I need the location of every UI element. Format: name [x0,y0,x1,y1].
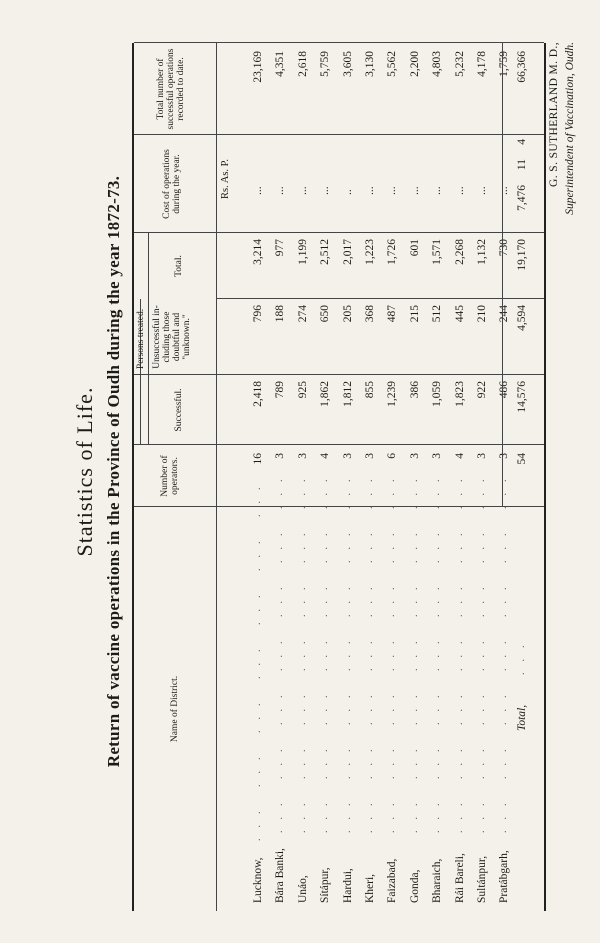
cell-cost: ... [296,186,309,195]
cell-cost: ... [408,186,421,195]
cell-unsuccessful: 188 [274,305,287,323]
cell-operators: 3 [364,453,376,459]
cell-cumulative: 5,562 [386,51,399,77]
totals-label: Total, [516,704,528,731]
cell-cumulative: 23,169 [252,51,264,83]
cell-successful: 1,239 [386,381,399,407]
cell-successful: 486 [498,381,511,399]
cell-operators: 4 [453,453,466,459]
signature-name: G. S. SUTHERLAND M. D., [548,42,560,187]
cell-unsuccessful: 244 [498,305,511,323]
header-cumulative: Total number of successful operations recorded to date. [156,48,186,130]
cell-district: Hardui, [341,868,354,903]
cell-cost: ... [252,186,264,195]
cell-cost: ... [274,186,287,195]
totals-cost-as: 11 [516,159,528,171]
cell-unsuccessful: 487 [386,305,399,323]
cell-cumulative: 2,200 [408,51,421,77]
header-persons-treated: Persons treated. [136,233,149,445]
cell-district: Gonda, [408,869,421,903]
header-cost: Cost of operations during the year. [162,149,182,219]
cell-successful: 789 [274,381,287,399]
cost-units: Rs. As. P. [220,159,231,199]
cell-cost: ... [498,186,511,195]
cell-cumulative: 4,351 [274,51,287,77]
cell-district: Unáo, [296,875,309,903]
cell-total: 977 [274,239,287,257]
cell-cost: ... [453,186,466,195]
cell-unsuccessful: 210 [476,305,488,323]
cell-district: Rái Bareli, [453,853,466,903]
cell-successful: 855 [364,381,376,399]
cell-successful: 386 [408,381,421,399]
totals-cumulative: 66,366 [516,51,528,83]
cell-district: Sítápur, [319,867,332,903]
header-total: Total. [174,255,184,277]
cell-cumulative: 3,605 [341,51,354,77]
cell-district: Lucknow, [252,857,264,903]
cell-cost: .. [341,189,354,195]
cell-total: 2,017 [341,239,354,265]
cell-district: Sultánpur, [476,855,488,903]
cell-cumulative: 5,232 [453,51,466,77]
cell-operators: 3 [431,453,444,459]
cell-unsuccessful: 215 [408,305,421,323]
cell-operators: 3 [408,453,421,459]
cell-district: Kheri, [364,873,376,903]
cell-successful: 1,862 [319,381,332,407]
page-subtitle: Return of vaccine operations in the Province of Oudh during the year 1872-73. [104,175,123,768]
cell-total: 601 [408,239,421,257]
totals-total: 19,170 [516,239,528,271]
cell-cumulative: 5,759 [319,51,332,77]
cell-unsuccessful: 512 [431,305,444,323]
cell-total: 2,268 [453,239,466,265]
cell-operators: 4 [319,453,332,459]
cell-cumulative: 4,178 [476,51,488,77]
page-title: Statistics of Life. [72,386,97,557]
cell-cost: ... [364,186,376,195]
cell-unsuccessful: 650 [319,305,332,323]
cell-total: 730 [498,239,511,257]
cell-district: Pratábgarh, [498,850,511,903]
cell-cumulative: 3,130 [364,51,376,77]
cell-successful: 922 [476,381,488,399]
header-unsuccessful: Unsuccessful in-cluding those doubtful and "unknown." [152,305,192,369]
totals-successful: 14,576 [516,381,528,413]
cell-operators: 16 [252,453,264,465]
cell-total: 2,512 [319,239,332,265]
cell-cumulative: 2,618 [296,51,309,77]
cell-unsuccessful: 796 [252,305,264,323]
cell-operators: 3 [341,453,354,459]
cell-cost: ... [431,186,444,195]
cell-operators: 3 [476,453,488,459]
cell-total: 1,223 [364,239,376,265]
cell-operators: 3 [274,453,287,459]
cell-district: Bharaich, [431,858,444,903]
cell-successful: 1,823 [453,381,466,407]
header-successful: Successful. [174,388,184,432]
cell-cost: ... [319,186,332,195]
cell-total: 1,132 [476,239,488,265]
cell-cumulative: 4,803 [431,51,444,77]
header-district: Name of District. [170,675,180,743]
cell-unsuccessful: 445 [453,305,466,323]
totals-cost-rs: 7,476 [516,185,528,211]
cell-total: 1,199 [296,239,309,265]
cell-total: 3,214 [252,239,264,265]
cell-successful: 925 [296,381,309,399]
cell-total: 1,726 [386,239,399,265]
cell-unsuccessful: 205 [341,305,354,323]
cell-successful: 2,418 [252,381,264,407]
cell-unsuccessful: 274 [296,305,309,323]
totals-unsuccessful: 4,594 [516,305,528,331]
cell-district: Faizabad, [386,858,399,903]
totals-cost-p: 4 [516,139,528,145]
vaccine-operations-table: Name of District. Number of operators. Persons treated. Successful. Unsuccessful in-cluding those doubtful and "unknown." Total. Cost of operations during the year. Total number of successful operations recorded to date. Rs. As. P. Lucknow, 16 2,418 796 3,214 ... 23,169 ... ... ... ... ... ... ... Bára Banki, 3 789 188 977 ... 4,351 ... ... ... ... ... ... ... Unáo, 3 925 274 1,199 ... 2,618 ... ... ... ... ... ... ... Sítápur, 4 1,862 650 2,512 ... 5,759 ... ... ... ... ... ... ... Hardui, 3 1,812 205 2,017 .. 3,605 ... ... ... ... ... ... ... Kheri, 3 855 368 1,223 ... 3,130 ... ... ... ... ... ... ... Faizabad, 6 1,239 487 1,726 ... 5,562 ... ... ... ... ... ... ... Gonda, 3 386 215 601 ... 2,200 ... ... ... ... ... ... ... Bharaich, 3 1,059 512 1,571 ... 4,803 ... ... ... ... ... ... ... Rái Bareli, 4 1,823 445 2,268 ... 5,232 ... ... ... ... ... ... ... Sultánpur, 3 922 210 1,132 ... 4,178 ... ... ... ... ... ... ... Pratábgarh, 3 486 244 730 ... 1,759 ... ... ... ... ... ... ... Total, ... 54 14,576 4,594 19,170 7,476 11 4 66,366 [132,43,546,911]
cell-unsuccessful: 368 [364,305,376,323]
header-operators: Number of operators. [160,455,180,497]
cell-total: 1,571 [431,239,444,265]
cell-cumulative: 1,759 [498,51,511,77]
cell-cost: ... [476,186,488,195]
cell-operators: 3 [296,453,309,459]
cell-operators: 6 [386,453,399,459]
cell-successful: 1,812 [341,381,354,407]
cell-cost: ... [386,186,399,195]
cell-operators: 3 [498,453,511,459]
cell-district: Bára Banki, [274,848,287,903]
signature-office: Superintendent of Vaccination, Oudh. [564,42,576,215]
totals-operators: 54 [516,453,528,465]
cell-successful: 1,059 [431,381,444,407]
